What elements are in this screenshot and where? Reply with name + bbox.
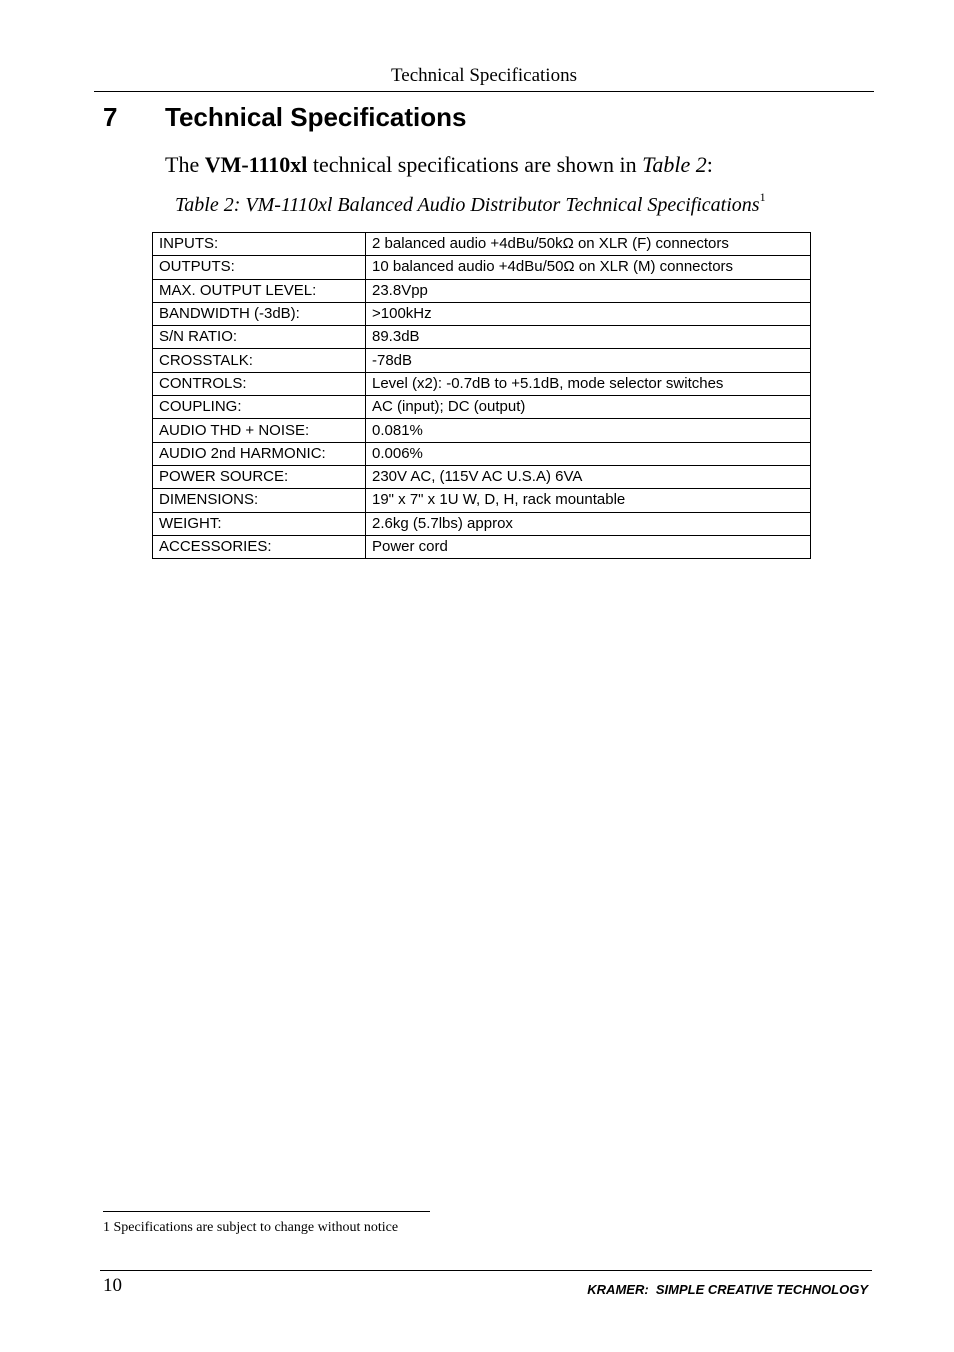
running-header: Technical Specifications [94, 64, 874, 92]
intro-prefix: The [165, 152, 205, 177]
spec-value: 0.081% [366, 419, 811, 442]
table-row [153, 396, 811, 419]
spec-value: 19" x 7" x 1U W, D, H, rack mountable [366, 489, 811, 512]
spec-name: POWER SOURCE: [153, 465, 366, 488]
table-reference: Table 2 [642, 152, 707, 177]
spec-value: Power cord [366, 535, 811, 558]
table-row [153, 279, 811, 302]
table-row [153, 233, 811, 256]
table-row [153, 465, 811, 488]
spec-name: MAX. OUTPUT LEVEL: [153, 279, 366, 302]
spec-value: 23.8Vpp [366, 279, 811, 302]
spec-value: -78dB [366, 349, 811, 372]
page-number: 10 [103, 1275, 122, 1296]
spec-value: 10 balanced audio +4dBu/50Ω on XLR (M) connectors [366, 256, 811, 279]
footer-brand: KRAMER: SIMPLE CREATIVE TECHNOLOGY [587, 1282, 868, 1297]
spec-value: 2 balanced audio +4dBu/50kΩ on XLR (F) connectors [366, 233, 811, 256]
spec-name: OUTPUTS: [153, 256, 366, 279]
spec-name: AUDIO THD + NOISE: [153, 419, 366, 442]
spec-name: S/N RATIO: [153, 326, 366, 349]
spec-name: INPUTS: [153, 233, 366, 256]
intro-middle: technical specifications are shown in [307, 152, 643, 177]
spec-name: ACCESSORIES: [153, 535, 366, 558]
footnote-divider [103, 1211, 430, 1212]
intro-paragraph [165, 151, 713, 179]
footnote-marker: 1 [759, 190, 766, 204]
specs-table [152, 232, 811, 559]
table-row [153, 489, 811, 512]
intro-suffix: : [706, 152, 713, 177]
table-row [153, 326, 811, 349]
table-row [153, 535, 811, 558]
product-name: VM-1110xl [204, 152, 308, 177]
spec-value: 0.006% [366, 442, 811, 465]
spec-name: WEIGHT: [153, 512, 366, 535]
table-row [153, 419, 811, 442]
spec-value: Level (x2): -0.7dB to +5.1dB, mode selector switches [366, 372, 811, 395]
footer-divider [100, 1270, 872, 1271]
section-heading [103, 101, 467, 133]
table-row [153, 302, 811, 325]
spec-value: 230V AC, (115V AC U.S.A) 6VA [366, 465, 811, 488]
spec-value: 2.6kg (5.7lbs) approx [366, 512, 811, 535]
section-title: Technical Specifications [165, 102, 467, 132]
spec-value: AC (input); DC (output) [366, 396, 811, 419]
spec-name: CONTROLS: [153, 372, 366, 395]
spec-name: AUDIO 2nd HARMONIC: [153, 442, 366, 465]
spec-name: CROSSTALK: [153, 349, 366, 372]
spec-value: 89.3dB [366, 326, 811, 349]
table-caption [175, 192, 766, 218]
specs-table-body [153, 233, 811, 559]
spec-name: COUPLING: [153, 396, 366, 419]
table-caption-text: Table 2: VM-1110xl Balanced Audio Distributor Technical Specifications [175, 194, 760, 216]
table-row [153, 372, 811, 395]
table-row [153, 442, 811, 465]
table-row [153, 512, 811, 535]
table-row [153, 256, 811, 279]
spec-value: >100kHz [366, 302, 811, 325]
spec-name: BANDWIDTH (-3dB): [153, 302, 366, 325]
table-row [153, 349, 811, 372]
spec-name: DIMENSIONS: [153, 489, 366, 512]
section-number: 7 [103, 102, 118, 132]
footnote: 1 Specifications are subject to change without notice [103, 1220, 399, 1235]
